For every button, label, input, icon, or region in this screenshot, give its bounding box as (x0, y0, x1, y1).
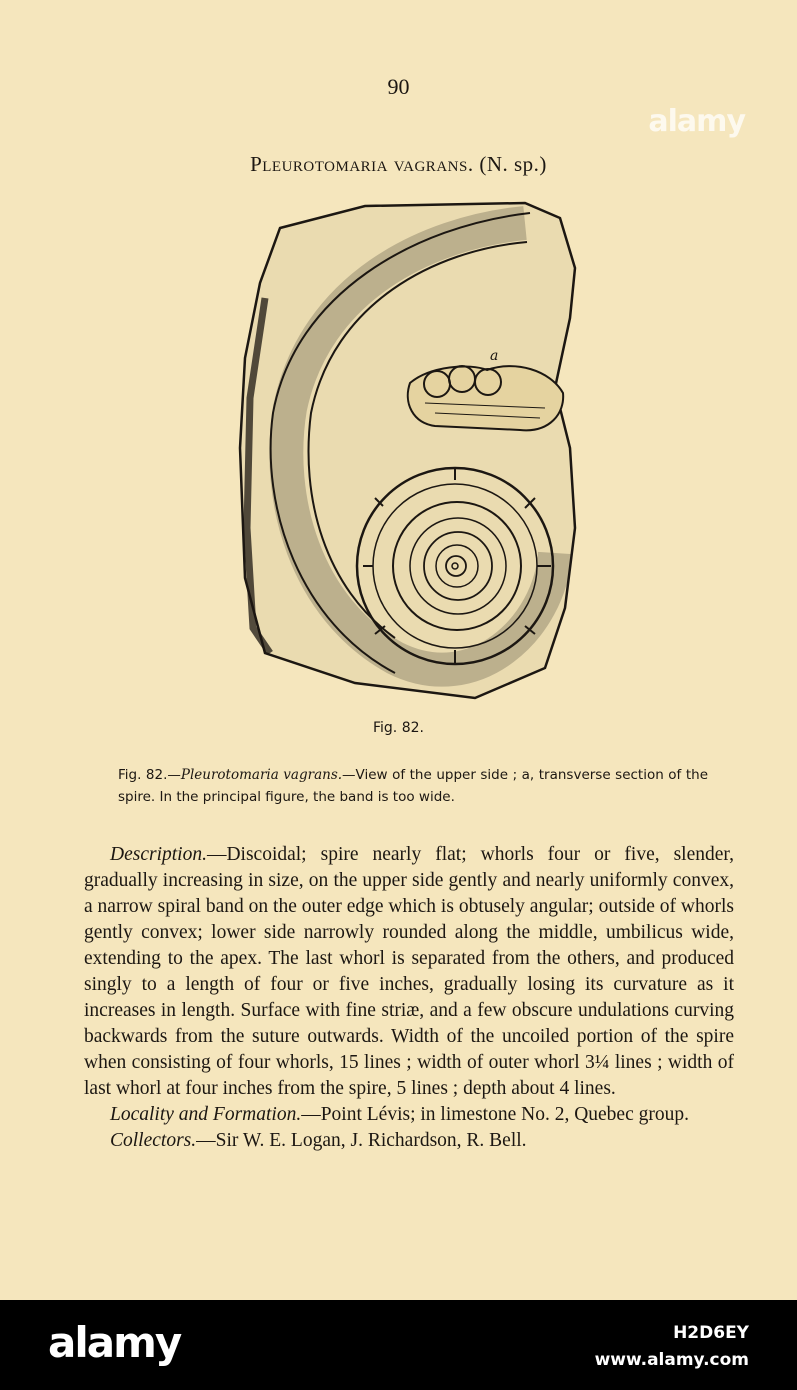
collectors-text: —Sir W. E. Logan, J. Richardson, R. Bell. (196, 1130, 527, 1151)
locality-heading: Locality and Formation. (110, 1104, 302, 1125)
collectors-heading: Collectors. (110, 1130, 197, 1151)
cross-section-inset (408, 366, 563, 430)
species-description (84, 842, 734, 1154)
fossil-illustration (225, 198, 585, 708)
stock-image-footer (0, 1300, 797, 1390)
image-id: H2D6EY (673, 1323, 749, 1343)
caption-text: —View of the upper side ; a, transverse section of the spire. In the principal figure, the band is too wide. (118, 767, 708, 805)
figure-caption (118, 764, 708, 808)
description-paragraph (84, 842, 734, 1102)
top-watermark: alamy (648, 104, 745, 139)
caption-species: Pleurotomaria vagrans. (180, 767, 343, 783)
species-title-suffix: (N. sp.) (473, 152, 547, 176)
species-title (0, 152, 797, 177)
collectors-paragraph (84, 1128, 734, 1154)
caption-prefix: Fig. 82.— (118, 767, 181, 783)
site-url: www.alamy.com (594, 1350, 749, 1370)
brand-logo: alamy (48, 1318, 181, 1367)
description-text: —Discoidal; spire nearly flat; whorls four or five, slender, gradually increasing in size, on the upper side gently and nearly uniformly convex, a narrow spiral band on the outer edge which is obtusely angular; outside of whorls gently convex; lower side narrowly rounded along the middle, umbilicus wide, extending to the apex. The last whorl is separated from the others, and produced singly to a length of four or five inches, gradually losing its curvature as it increases in length. Surface with fine striæ, and a few obscure undulations curving backwards from the suture outwards. Width of the uncoiled portion of the spire when consisting of four whorls, 15 lines ; width of outer whorl 3¼ lines ; width of last whorl at four inches from the spire, 5 lines ; depth about 4 lines. (84, 844, 734, 1099)
description-heading: Description. (110, 844, 207, 865)
species-title-name: Pleurotomaria vagrans. (250, 152, 474, 176)
figure-label: Fig. 82. (373, 720, 424, 736)
inset-label: a (490, 348, 499, 364)
locality-paragraph (84, 1102, 734, 1128)
page-number: 90 (387, 74, 410, 99)
locality-text: —Point Lévis; in limestone No. 2, Quebec group. (301, 1104, 689, 1125)
